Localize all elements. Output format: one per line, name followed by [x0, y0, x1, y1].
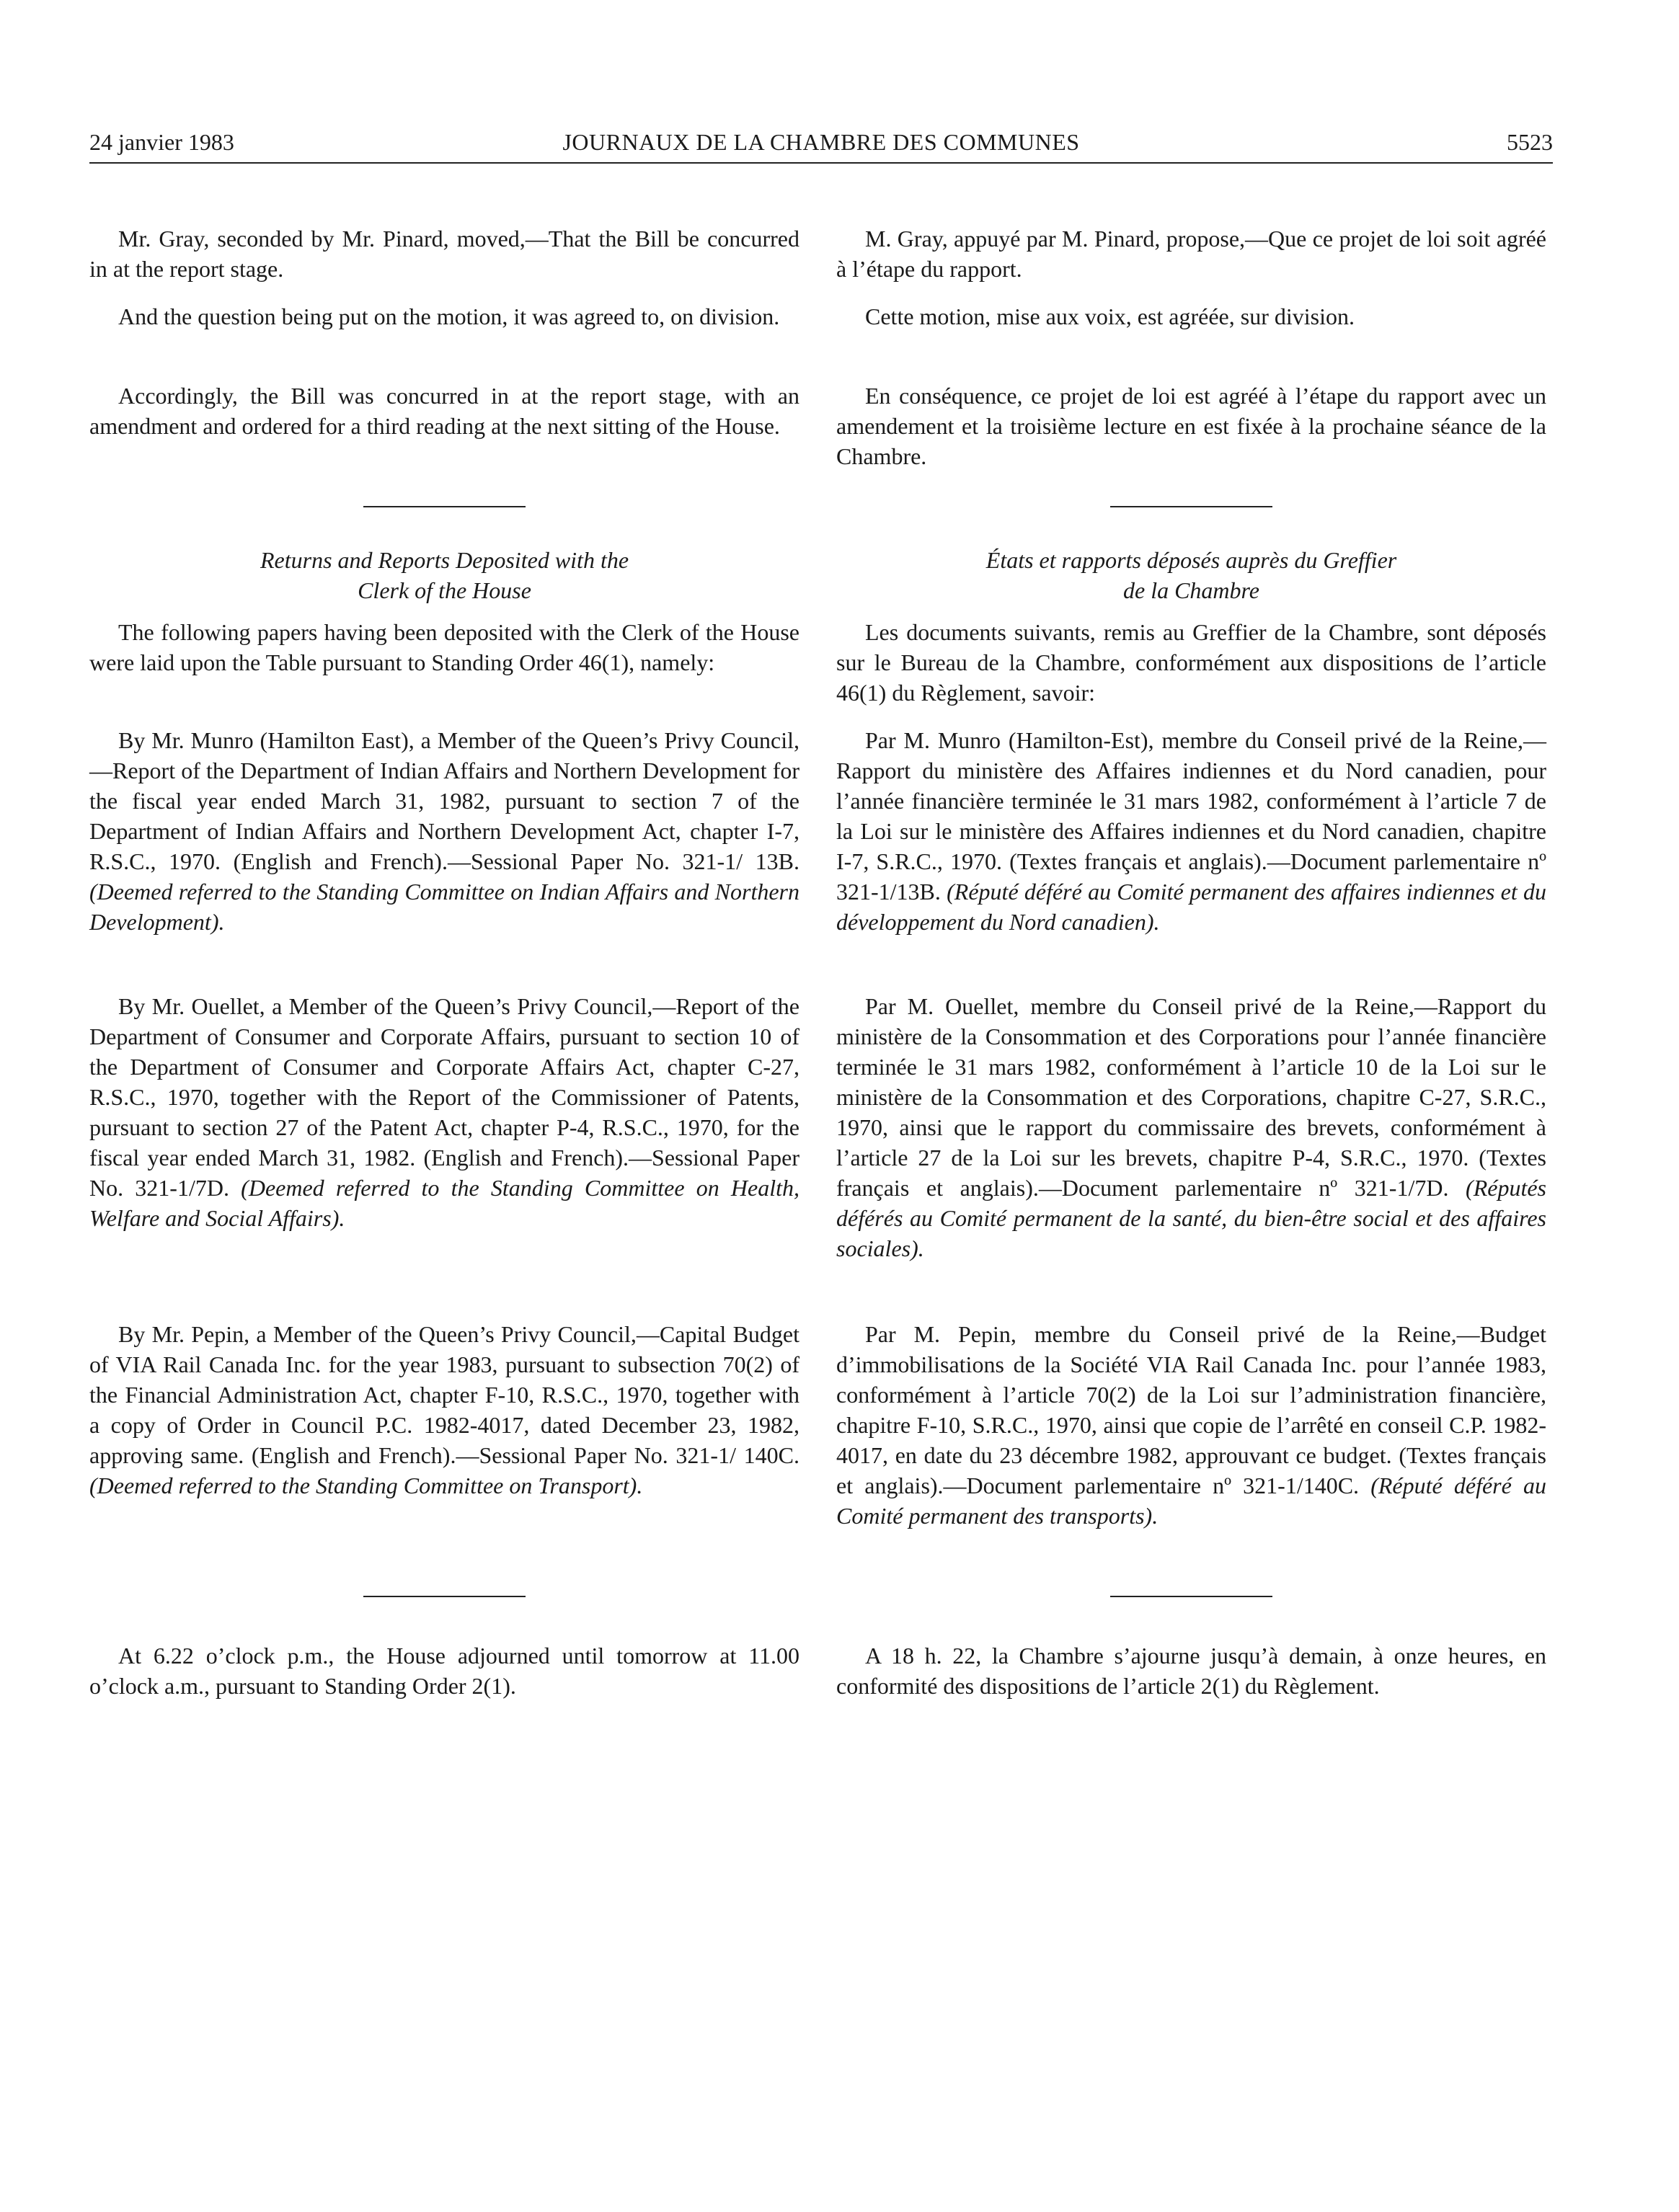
section-heading	[89, 545, 799, 605]
motion-paragraph	[836, 223, 1546, 284]
paragraph-text: Accordingly, the Bill was concurred in at the report stage, with an amendment and ordered for a third reading at the next sitting of the House.	[89, 383, 799, 439]
header-date: 24 janvier 1983	[89, 129, 234, 155]
paragraph-text	[89, 991, 799, 1233]
papers-intro-paragraph	[89, 617, 799, 678]
adjournment-paragraph	[89, 1640, 799, 1701]
paragraph-text	[836, 991, 1546, 1263]
question-paragraph	[836, 301, 1546, 332]
munro-return-paragraph	[89, 725, 799, 937]
paragraph-text: En conséquence, ce projet de loi est agréé à l’étape du rapport avec un amendement et la troisième lecture en est fixée à la prochaine séance de la Chambre.	[836, 383, 1546, 469]
pepin-return-paragraph	[836, 1319, 1546, 1531]
paragraph-text: The following papers having been deposited with the Clerk of the House were laid upon the Table pursuant to Standing Order 46(1), namely:	[89, 619, 799, 675]
return-text: Par M. Pepin, membre du Conseil privé de la Reine,—Budget d’immobilisations de la Société VIA Rail Canada Inc. pour l’année 1983, conformément à l’article 70(2) de la Loi sur l’administration financière, chapitre F-10, S.R.C., 1970, ainsi que copie de l’arrêté en conseil C.P. 1982-4017, en date du 23 décembre 1982, approuvant ce budget. (Textes français et anglais).—Document parlementaire nº 321-1/140C.	[836, 1321, 1546, 1498]
section-heading	[836, 545, 1546, 605]
return-text: By Mr. Pepin, a Member of the Queen’s Privy Council,—Capital Budget of VIA Rail Canada Inc. for the year 1983, pursuant to subsection 70(2) of the Financial Administration Act, chapter F-10, R.S.C., 1970, together with a copy of Order in Council P.C. 1982-4017, dated December 23, 1982, approving same. (English and French).—Sessional Paper No. 321-1/ 140C.	[89, 1321, 799, 1468]
return-text: By Mr. Munro (Hamilton East), a Member of the Queen’s Privy Council,—Report of the Department of Indian Affairs and Northern Development for the fiscal year ended March 31, 1982, pursuant to section 7 of the Department of Indian Affairs and Northern Development Act, chapter I-7, R.S.C., 1970. (English and French).—Sessional Paper No. 321-1/ 13B.	[89, 727, 799, 874]
concurrence-paragraph	[89, 381, 799, 441]
referral-note: (Réputés déférés au Comité permanent de la santé, du bien-être social et des affaires sociales).	[836, 1175, 1546, 1261]
section-divider	[363, 1596, 526, 1597]
header-rule	[89, 162, 1553, 164]
motion-paragraph	[89, 223, 799, 284]
pepin-return-paragraph	[89, 1319, 799, 1501]
paragraph-text	[89, 1319, 799, 1501]
header-page-number: 5523	[1507, 129, 1553, 155]
header-journal-title: JOURNAUX DE LA CHAMBRE DES COMMUNES	[562, 129, 1080, 155]
referral-note: (Réputé déféré au Comité permanent des transports).	[836, 1473, 1547, 1529]
paragraph-text	[836, 1319, 1546, 1531]
return-text: Par M. Munro (Hamilton-Est), membre du Conseil privé de la Reine,—Rapport du ministère des Affaires indiennes et du Nord canadien, pour l’année financière terminée le 31 mars 1982, conformément à l’article 7 de la Loi sur le ministère des Affaires indiennes et du Nord canadien, chapitre I-7, S.R.C., 1970. (Textes français et anglais).—Document parlementaire nº 321-1/13B.	[836, 727, 1546, 905]
paragraph-text: Cette motion, mise aux voix, est agréée, sur division.	[865, 303, 1355, 329]
referral-note: (Deemed referred to the Standing Committee on Transport).	[89, 1473, 643, 1498]
heading-line: Returns and Reports Deposited with the	[260, 547, 629, 573]
referral-note: (Réputé déféré au Comité permanent des affaires indiennes et du développement du Nord canadien).	[836, 879, 1547, 935]
paragraph-text: Les documents suivants, remis au Greffier de la Chambre, sont déposés sur le Bureau de la Chambre, conformément aux dispositions de l’article 46(1) du Règlement, savoir:	[836, 619, 1546, 706]
question-paragraph	[89, 301, 799, 332]
ouellet-return-paragraph	[89, 991, 799, 1233]
adjournment-paragraph	[836, 1640, 1546, 1701]
return-text: Par M. Ouellet, membre du Conseil privé de la Reine,—Rapport du ministère de la Consommation et des Corporations pour l’année financière terminée le 31 mars 1982, conformément à l’article 10 de la Loi sur le ministère de la Consommation et des Corporations, chapitre C-27, S.R.C., 1970, ainsi que le rapport du commissaire des brevets, conformément à l’article 27 de la Loi sur les brevets, chapitre P-4, S.R.C., 1970. (Textes français et anglais).—Document parlementaire nº 321-1/7D.	[836, 993, 1546, 1201]
paragraph-text	[836, 725, 1546, 937]
page-header	[89, 124, 1553, 160]
heading-line: de la Chambre	[1122, 577, 1259, 603]
papers-intro-paragraph	[836, 617, 1546, 708]
paragraph-text: Mr. Gray, seconded by Mr. Pinard, moved,—That the Bill be concurred in at the report stage.	[89, 226, 799, 282]
section-divider	[1110, 506, 1272, 507]
paragraph-text	[89, 725, 799, 937]
referral-note: (Deemed referred to the Standing Committee on Indian Affairs and Northern Development).	[89, 879, 799, 935]
paragraph-text: And the question being put on the motion, it was agreed to, on division.	[118, 303, 780, 329]
heading-line: Clerk of the House	[358, 577, 531, 603]
section-divider	[1110, 1596, 1272, 1597]
paragraph-text: At 6.22 o’clock p.m., the House adjourned until tomorrow at 11.00 o’clock a.m., pursuant to Standing Order 2(1).	[89, 1643, 799, 1699]
munro-return-paragraph	[836, 725, 1546, 937]
paragraph-text: M. Gray, appuyé par M. Pinard, propose,—Que ce projet de loi soit agréé à l’étape du rapport.	[836, 226, 1546, 282]
referral-note: (Deemed referred to the Standing Committee on Health, Welfare and Social Affairs).	[89, 1175, 800, 1231]
return-text: By Mr. Ouellet, a Member of the Queen’s Privy Council,—Report of the Department of Consumer and Corporate Affairs, pursuant to section 10 of the Department of Consumer and Corporate Affairs Act, chapter C-27, R.S.C., 1970, together with the Report of the Commissioner of Patents, pursuant to section 27 of the Patent Act, chapter P-4, R.S.C., 1970, for the fiscal year ended March 31, 1982. (English and French).—Sessional Paper No. 321-1/7D.	[89, 993, 799, 1201]
heading-line: États et rapports déposés auprès du Greffier	[985, 547, 1397, 573]
concurrence-paragraph	[836, 381, 1546, 471]
paragraph-text: A 18 h. 22, la Chambre s’ajourne jusqu’à demain, à onze heures, en conformité des dispositions de l’article 2(1) du Règlement.	[836, 1643, 1546, 1699]
section-divider	[363, 506, 526, 507]
ouellet-return-paragraph	[836, 991, 1546, 1263]
